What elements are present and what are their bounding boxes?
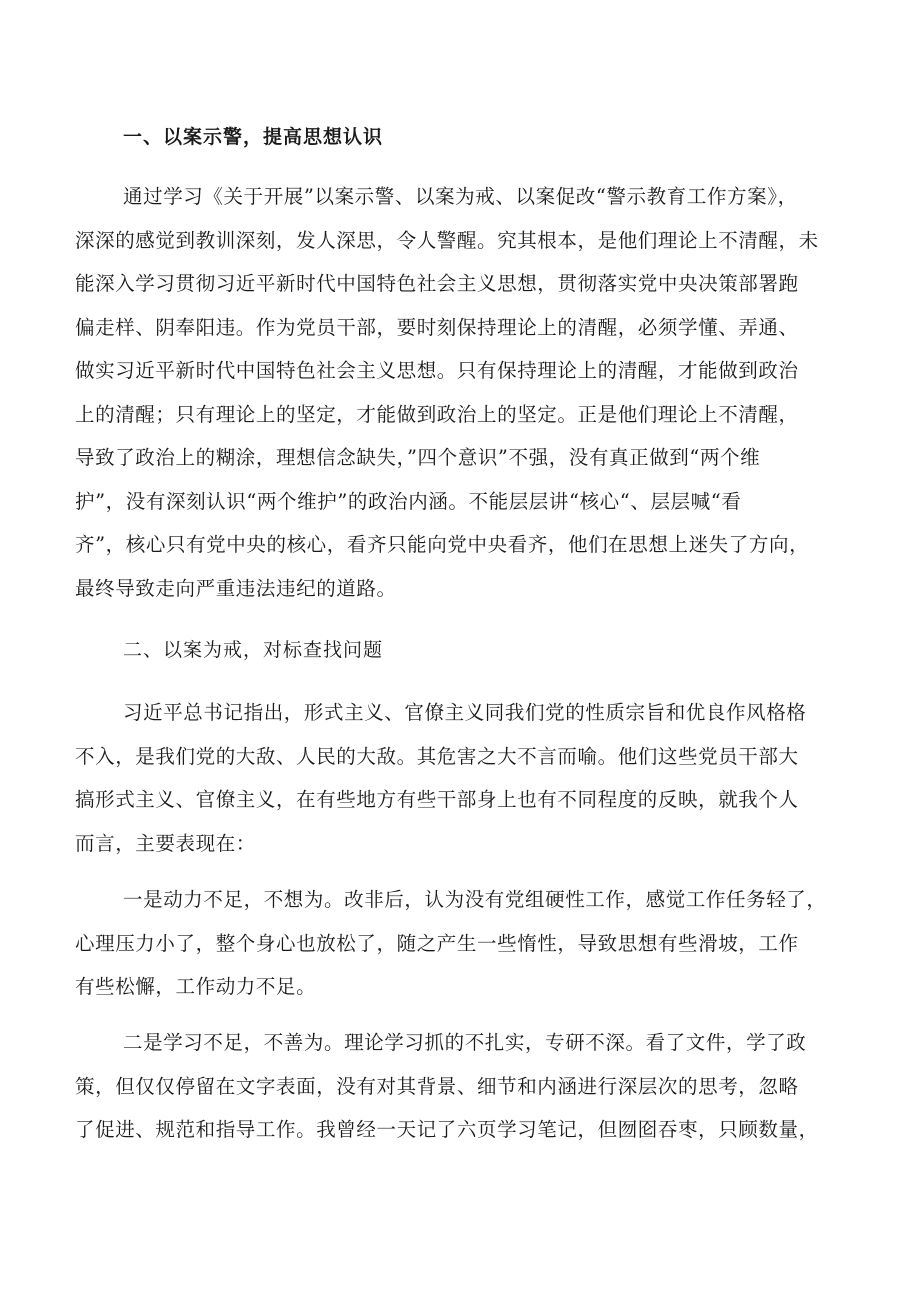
section-2-paragraph-3 [75, 1021, 875, 1152]
text-line: 偏走样、阴奉阳违。作为党员干部，要时刻保持理论上的清醒，必须学懂、弄通、 [75, 315, 799, 339]
text-line: 导致了政治上的糊涂，理想信念缺失，”四个意识”不强，没有真正做到“两个维 [75, 446, 761, 469]
text-line: 做实习近平新时代中国特色社会主义思想。只有保持理论上的清醒，才能做到政治 [75, 359, 799, 382]
text-line: 心理压力小了，整个身心也放松了，随之产生一些惰性，导致思想有些滑坡，工作 [75, 931, 799, 955]
section-1-heading: 一、以案示警，提高思想认识 [123, 126, 384, 148]
text-line: 一是动力不足，不想为。改非后，认为没有党组硬性工作，感觉工作任务轻了， [123, 888, 827, 911]
text-line: 二是学习不足，不善为。理论学习抓的不扎实，专研不深。看了文件，学了政 [123, 1031, 807, 1054]
text-line: 有些松懈，工作动力不足。 [75, 975, 317, 998]
text-line: 搞形式主义、官僚主义，在有些地方有些干部身上也有不同程度的反映，就我个人 [75, 788, 799, 811]
text-line: 而言，主要表现在： [75, 831, 256, 855]
text-line: 不入，是我们党的大敌、人民的大敌。其危害之大不言而喻。他们这些党员干部大 [75, 744, 799, 768]
text-line: 最终导致走向严重违法违纪的道路。 [75, 576, 397, 600]
text-line: 护”，没有深刻认识“两个维护”的政治内涵。不能层层讲“核心“、层层喊“看 [75, 489, 742, 513]
text-line: 了促进、规范和指导工作。我曾经一天记了六页学习笔记，但囫囵吞枣，只顾数量， [75, 1118, 819, 1141]
text-line: 深深的感觉到教训深刻，发人深思，令人警醒。究其根本，是他们理论上不清醒，未 [75, 228, 819, 252]
section-2-heading: 二、以案为戒，对标查找问题 [123, 639, 384, 661]
text-line: 齐”，核心只有党中央的核心，看齐只能向党中央看齐，他们在思想上迷失了方向， [75, 533, 810, 556]
text-line: 通过学习《关于开展”以案示警、以案为戒、以案促改“警示教育工作方案》， [123, 185, 798, 208]
section-2-paragraph-2 [75, 878, 875, 1009]
text-line: 策，但仅仅停留在文字表面，没有对其背景、细节和内涵进行深层次的思考，忽略 [75, 1074, 799, 1098]
section-2-paragraph-1 [75, 691, 875, 865]
section-1-paragraph [75, 175, 875, 610]
text-line: 能深入学习贯彻习近平新时代中国特色社会主义思想，贯彻落实党中央决策部署跑 [75, 272, 799, 295]
text-line: 上的清醒；只有理论上的坚定，才能做到政治上的坚定。正是他们理论上不清醒， [75, 402, 799, 426]
text-line: 习近平总书记指出，形式主义、官僚主义同我们党的性质宗旨和优良作风格格 [123, 701, 807, 724]
